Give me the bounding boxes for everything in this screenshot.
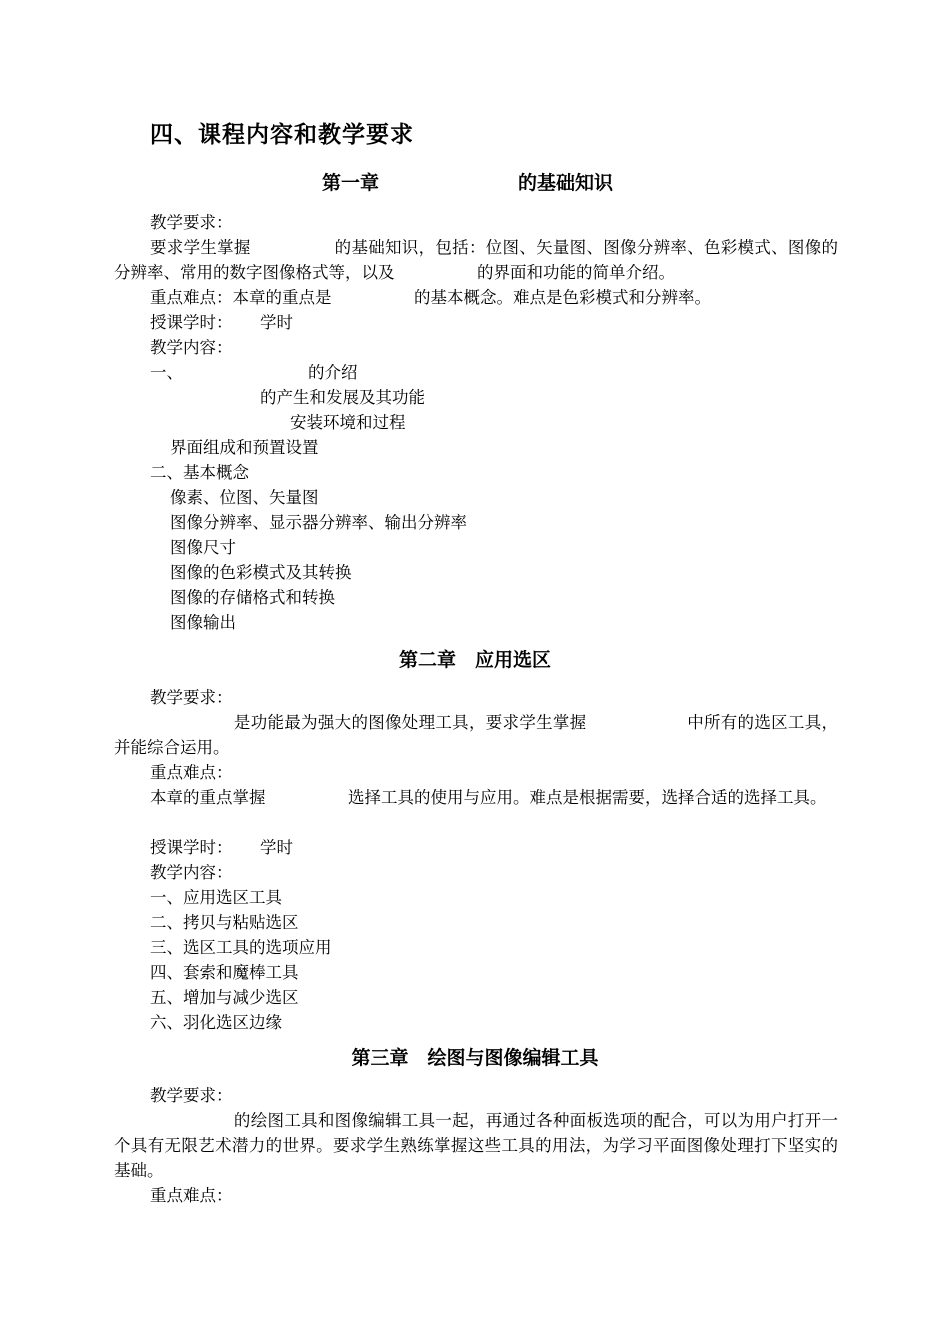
chapter-1-hours-unit: 学时 — [260, 313, 293, 332]
chapter-2-hours-label: 授课学时： — [150, 838, 233, 857]
list-item: 图像的存储格式和转换 — [170, 588, 335, 607]
chapter-2-hours-unit: 学时 — [260, 838, 293, 857]
list-item: 安装环境和过程 — [290, 413, 406, 432]
chapter-2-key-text: 本章的重点掌握 选择工具的使用与应用。难点是根据需要，选择合适的选择工具。 — [150, 788, 827, 807]
list-item: 二、基本概念 — [150, 463, 249, 482]
list-item: 的介绍 — [308, 363, 358, 382]
chapter-2-req-label: 教学要求： — [150, 688, 233, 707]
chapter-3-title: 第三章 绘图与图像编辑工具 — [351, 1047, 599, 1069]
chapter-3-req-label: 教学要求： — [150, 1086, 233, 1105]
list-item: 五、增加与减少选区 — [150, 988, 299, 1007]
list-item: 一、应用选区工具 — [150, 888, 282, 907]
list-item: 二、拷贝与粘贴选区 — [150, 913, 299, 932]
chapter-2-content-label: 教学内容： — [150, 863, 233, 882]
chapter-3-req-text: 的绘图工具和图像编辑工具一起，再通过各种面板选项的配合，可以为用户打开一个具有无限艺术潜力的世界。要求学生熟练掌握这些工具的用法，为学习平面图像处理打下坚实的基础。 — [114, 1111, 838, 1180]
chapter-1-key-text: 重点难点：本章的重点是 的基本概念。难点是色彩模式和分辨率。 — [150, 288, 711, 307]
list-item: 的产生和发展及其功能 — [260, 388, 425, 407]
chapter-2-key-label: 重点难点： — [150, 763, 233, 782]
chapter-1-req-label: 教学要求： — [150, 213, 233, 232]
list-item: 六、羽化选区边缘 — [150, 1013, 282, 1032]
list-item: 图像输出 — [170, 613, 236, 632]
chapter-3-key-label: 重点难点： — [150, 1186, 233, 1205]
chapter-2-req-text: 是功能最为强大的图像处理工具，要求学生掌握 中所有的选区工具，并能综合运用。 — [114, 713, 838, 757]
list-item: 三、选区工具的选项应用 — [150, 938, 332, 957]
chapter-1-title-suffix: 的基础知识 — [518, 172, 614, 194]
chapter-1-content-label: 教学内容： — [150, 338, 233, 357]
section-title: 四、课程内容和教学要求 — [150, 122, 414, 148]
list-item: 图像分辨率、显示器分辨率、输出分辨率 — [170, 513, 467, 532]
list-item: 四、套索和魔棒工具 — [150, 963, 299, 982]
list-item: 一、 — [150, 363, 183, 382]
chapter-1-req-text: 要求学生掌握 的基础知识，包括：位图、矢量图、图像分辨率、色彩模式、图像的分辨率、常用的数字图像格式等，以及 的界面和功能的简单介绍。 — [114, 238, 838, 282]
chapter-2-title: 第二章 应用选区 — [398, 649, 551, 671]
list-item: 界面组成和预置设置 — [170, 438, 319, 457]
list-item: 像素、位图、矢量图 — [170, 488, 319, 507]
chapter-1-hours-label: 授课学时： — [150, 313, 233, 332]
chapter-1-title-prefix: 第一章 — [322, 172, 380, 194]
list-item: 图像的色彩模式及其转换 — [170, 563, 352, 582]
list-item: 图像尺寸 — [170, 538, 236, 557]
